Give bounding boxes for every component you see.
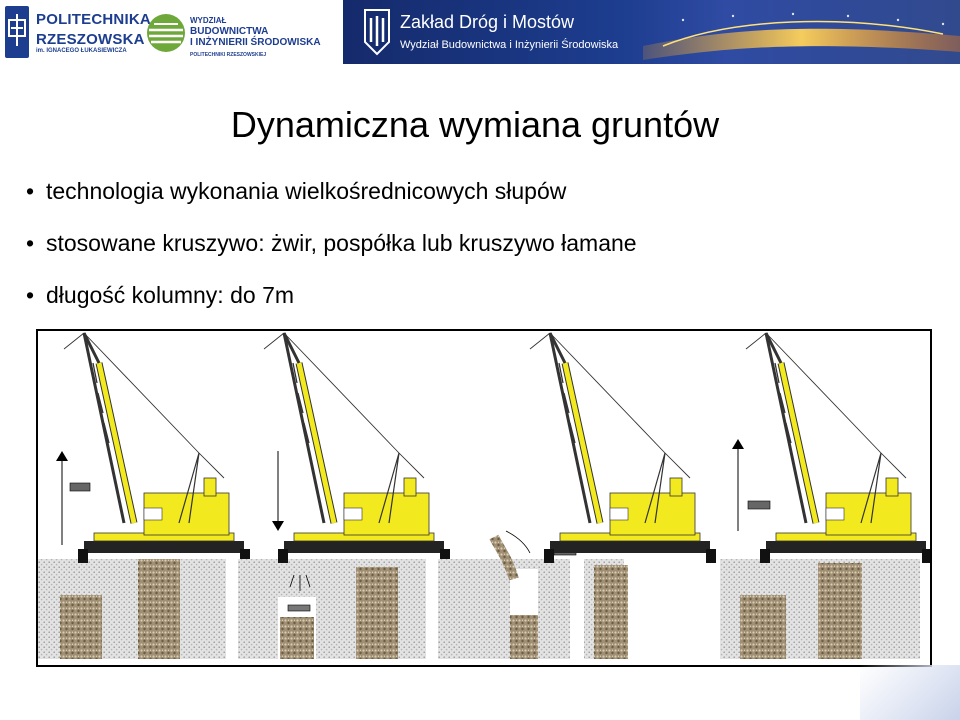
bullet-text: stosowane kruszywo: żwir, pospółka lub kruszywo łamane: [46, 230, 637, 256]
slide-header: [0, 0, 960, 64]
faculty-name-line1: WYDZIAŁ: [190, 16, 227, 25]
bullet-dot-icon: •: [26, 230, 35, 256]
university-name-line1: POLITECHNIKA: [36, 11, 151, 28]
stage-1: [38, 333, 250, 659]
stage-4: [720, 333, 930, 659]
bullet-item: [26, 230, 637, 257]
faculty-name-line3: I INŻYNIERII ŚRODOWISKA: [190, 37, 321, 48]
slide-title: Dynamiczna wymiana gruntów: [230, 104, 720, 145]
faculty-name-line2: BUDOWNICTWA: [190, 26, 269, 37]
banner-subtitle: Wydział Budownictwa i Inżynierii Środowiska: [400, 39, 619, 51]
department-logo-icon: [359, 8, 395, 56]
bullet-text: długość kolumny: do 7m: [46, 282, 295, 308]
university-name-line2: RZESZOWSKA: [36, 31, 145, 48]
bullet-list: [26, 178, 637, 334]
faculty-logo-icon: [146, 12, 186, 59]
construction-sequence-figure: [36, 329, 932, 667]
bullet-text: technologia wykonania wielkośrednicowych słupów: [46, 178, 567, 204]
university-logos: [0, 0, 340, 64]
university-name: [36, 12, 151, 47]
bullet-dot-icon: •: [26, 282, 35, 308]
university-subtitle: im. IGNACEGO ŁUKASIEWICZA: [36, 48, 127, 54]
construction-sequence-illustration: [38, 331, 930, 665]
stage-3: [438, 333, 716, 659]
university-shield-icon: [5, 6, 29, 58]
bridge-photo-graphic: [643, 0, 960, 64]
bullet-item: [26, 178, 637, 205]
stage-2: [238, 333, 450, 659]
slide-corner-decoration: [860, 665, 960, 720]
bullet-item: [26, 282, 637, 309]
faculty-subtitle: POLITECHNIKI RZESZOWSKIEJ: [190, 52, 267, 58]
faculty-name: [190, 15, 321, 48]
department-banner: [343, 0, 960, 64]
banner-title: Zakład Dróg i Mostów: [400, 12, 575, 32]
bullet-dot-icon: •: [26, 178, 35, 204]
